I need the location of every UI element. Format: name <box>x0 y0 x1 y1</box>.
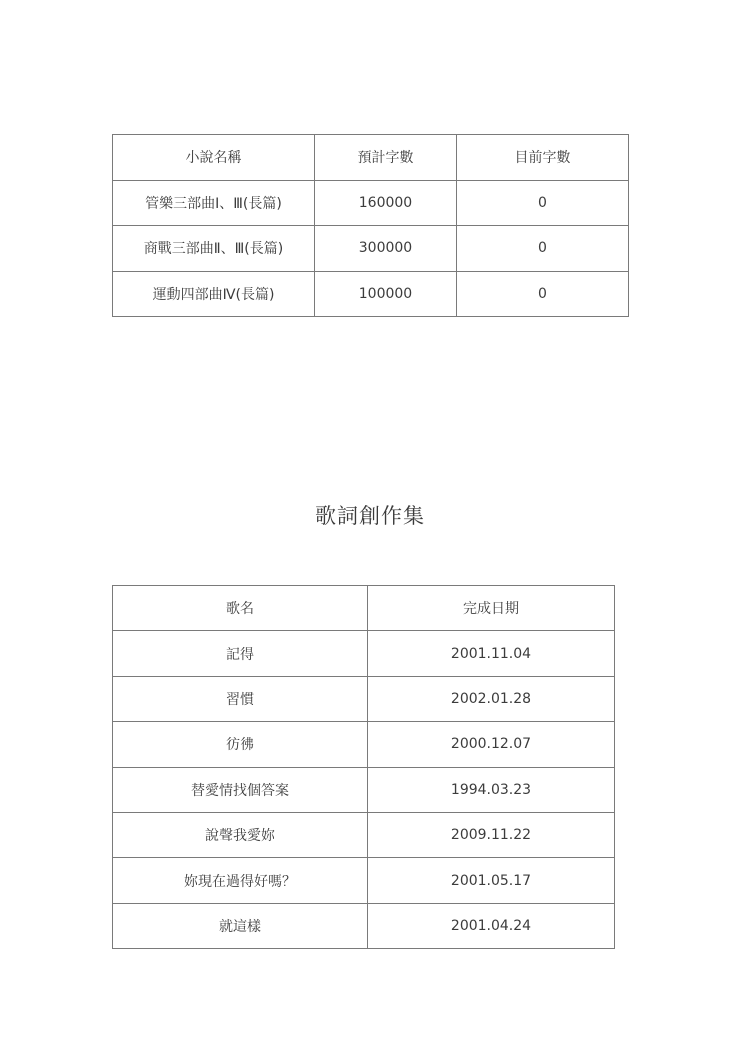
table-header-row <box>113 135 629 181</box>
novel-name: 商戰三部曲Ⅱ、Ⅲ(長篇) <box>113 226 315 272</box>
header-novel-name: 小說名稱 <box>113 135 315 181</box>
header-current-words: 目前字數 <box>457 135 629 181</box>
current-words: 0 <box>457 226 629 272</box>
header-completion-date: 完成日期 <box>368 586 615 631</box>
current-words: 0 <box>457 271 629 317</box>
song-name: 就這樣 <box>113 903 368 948</box>
song-name: 妳現在過得好嗎？ <box>113 858 368 903</box>
table-row <box>113 858 615 903</box>
completion-date: 2000.12.07 <box>368 722 615 767</box>
section-title: 歌詞創作集 <box>315 504 425 528</box>
completion-date: 1994.03.23 <box>368 767 615 812</box>
song-name: 說聲我愛妳 <box>113 812 368 857</box>
song-name: 習慣 <box>113 676 368 721</box>
novel-name: 管樂三部曲Ⅰ、Ⅲ(長篇) <box>113 180 315 226</box>
song-name: 記得 <box>113 631 368 676</box>
completion-date: 2001.04.24 <box>368 903 615 948</box>
song-name: 彷彿 <box>113 722 368 767</box>
header-song-name: 歌名 <box>113 586 368 631</box>
lyrics-table <box>112 585 615 949</box>
table-header-row <box>113 586 615 631</box>
header-planned-words: 預計字數 <box>315 135 457 181</box>
table-row <box>113 767 615 812</box>
table-row <box>113 180 629 226</box>
planned-words: 100000 <box>315 271 457 317</box>
novel-table <box>112 134 629 317</box>
planned-words: 300000 <box>315 226 457 272</box>
novel-name: 運動四部曲Ⅳ(長篇) <box>113 271 315 317</box>
table-row <box>113 271 629 317</box>
completion-date: 2009.11.22 <box>368 812 615 857</box>
current-words: 0 <box>457 180 629 226</box>
table-row <box>113 903 615 948</box>
song-name: 替愛情找個答案 <box>113 767 368 812</box>
completion-date: 2002.01.28 <box>368 676 615 721</box>
table-row <box>113 722 615 767</box>
table-row <box>113 631 615 676</box>
planned-words: 160000 <box>315 180 457 226</box>
table-row <box>113 226 629 272</box>
completion-date: 2001.05.17 <box>368 858 615 903</box>
completion-date: 2001.11.04 <box>368 631 615 676</box>
table-row <box>113 676 615 721</box>
table-row <box>113 812 615 857</box>
